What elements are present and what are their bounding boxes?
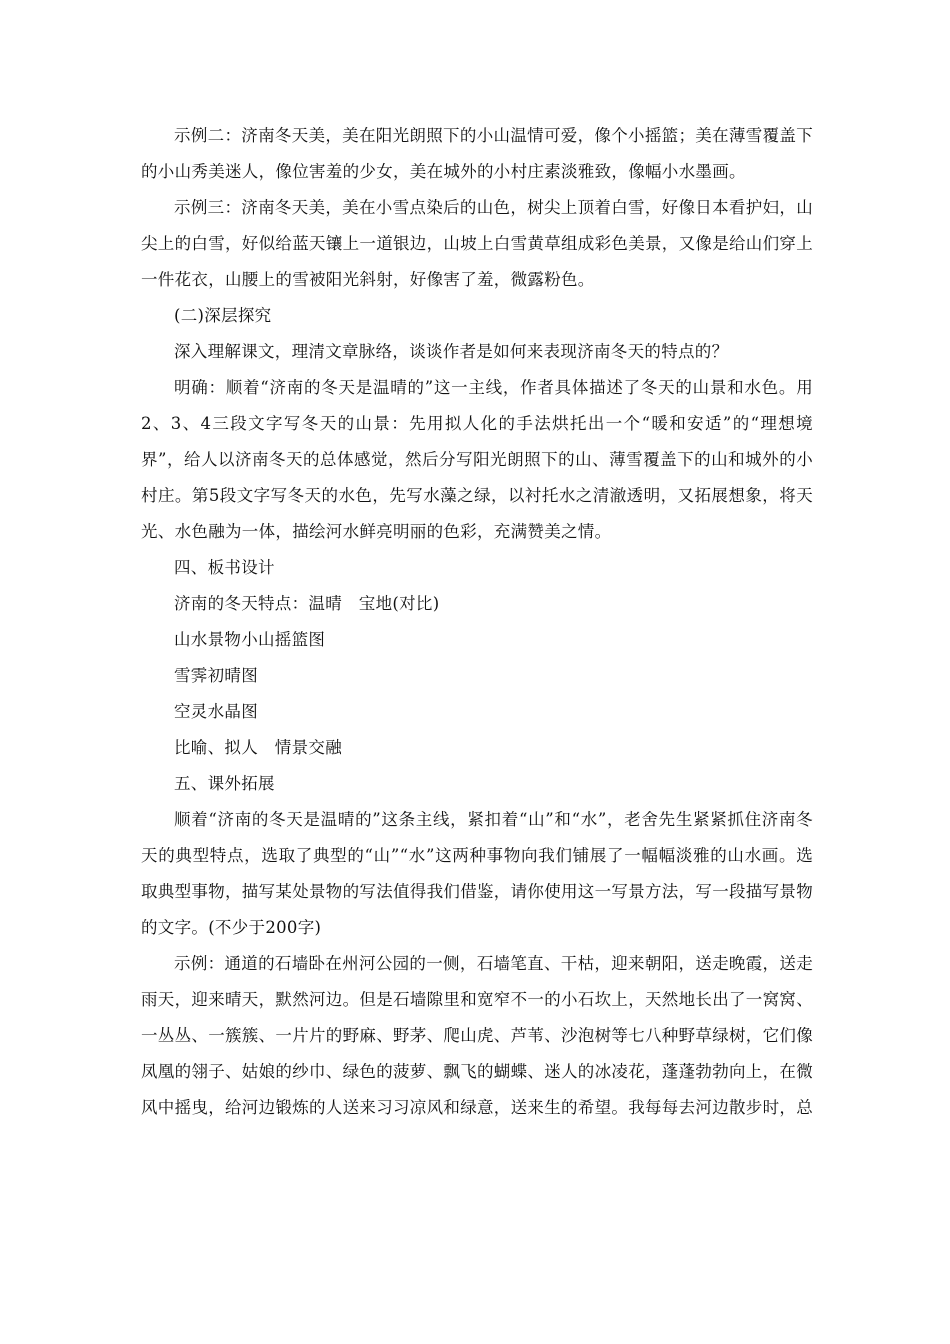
- heading-deep-inquiry: (二)深层探究: [174, 306, 272, 325]
- board-line-crystal: 空灵水晶图: [174, 702, 258, 721]
- paragraph-sample-essay: 示例：通道的石墙卧在州河公园的一侧，石墙笔直、干枯，迎来朝阳，送走晚霞，送走雨天，迎来晴天，默然河边。但是石墙隙里和宽窄不一的小石坎上，天然地长出了一窝窝、一丛丛、一簇簇、一片片的野麻、野茅、爬山虎、芦苇、沙泡树等七八种野草绿树，它们像凤凰的翎子、姑娘的纱巾、绿色的菠萝、飘飞的蝴蝶、迷人的冰凌花，蓬蓬勃勃向上，在微风中摇曳，给河边锻炼的人送来习习凉风和绿意，送来生的希望。我每每去河边散步时，总: [141, 954, 813, 1117]
- board-line-cradle: 山水景物小山摇篮图: [174, 630, 326, 649]
- board-line-features: 济南的冬天特点：温晴 宝地(对比): [174, 594, 440, 613]
- board-line-rhetoric: 比喻、拟人 情景交融: [174, 738, 342, 757]
- document-page: [141, 118, 813, 1126]
- question-text: 深入理解课文，理清文章脉络，谈谈作者是如何来表现济南冬天的特点的？: [174, 342, 729, 361]
- paragraph-example-three: 示例三：济南冬天美，美在小雪点染后的山色，树尖上顶着白雪，好像日本看护妇，山尖上的白雪，好似给蓝天镶上一道银边，山坡上白雪黄草组成彩色美景，又像是给山们穿上一件花衣，山腰上的雪被阳光斜射，好像害了羞，微露粉色。: [141, 198, 813, 289]
- paragraph-extension-task: 顺着“济南的冬天是温晴的”这条主线，紧扣着“山”和“水”，老舍先生紧紧抓住济南冬天的典型特点，选取了典型的“山”“水”这两种事物向我们铺展了一幅幅淡雅的山水画。选取典型事物，描写某处景物的写法值得我们借鉴，请你使用这一写景方法，写一段描写景物的文字。(不少于200字): [141, 810, 813, 937]
- heading-board-design: 四、板书设计: [174, 558, 275, 577]
- board-line-snow: 雪霁初晴图: [174, 666, 258, 685]
- paragraph-answer: 明确：顺着“济南的冬天是温晴的”这一主线，作者具体描述了冬天的山景和水色。用2、3、4三段文字写冬天的山景：先用拟人化的手法烘托出一个“暖和安适”的“理想境界”，给人以济南冬天的总体感觉，然后分写阳光朗照下的山、薄雪覆盖下的山和城外的小村庄。第5段文字写冬天的水色，先写水藻之绿，以衬托水之清澈透明，又拓展想象，将天光、水色融为一体，描绘河水鲜亮明丽的色彩，充满赞美之情。: [141, 378, 813, 541]
- paragraph-example-two: 示例二：济南冬天美，美在阳光朗照下的小山温情可爱，像个小摇篮；美在薄雪覆盖下的小山秀美迷人，像位害羞的少女，美在城外的小村庄素淡雅致，像幅小水墨画。: [141, 126, 813, 181]
- heading-extension: 五、课外拓展: [174, 774, 275, 793]
